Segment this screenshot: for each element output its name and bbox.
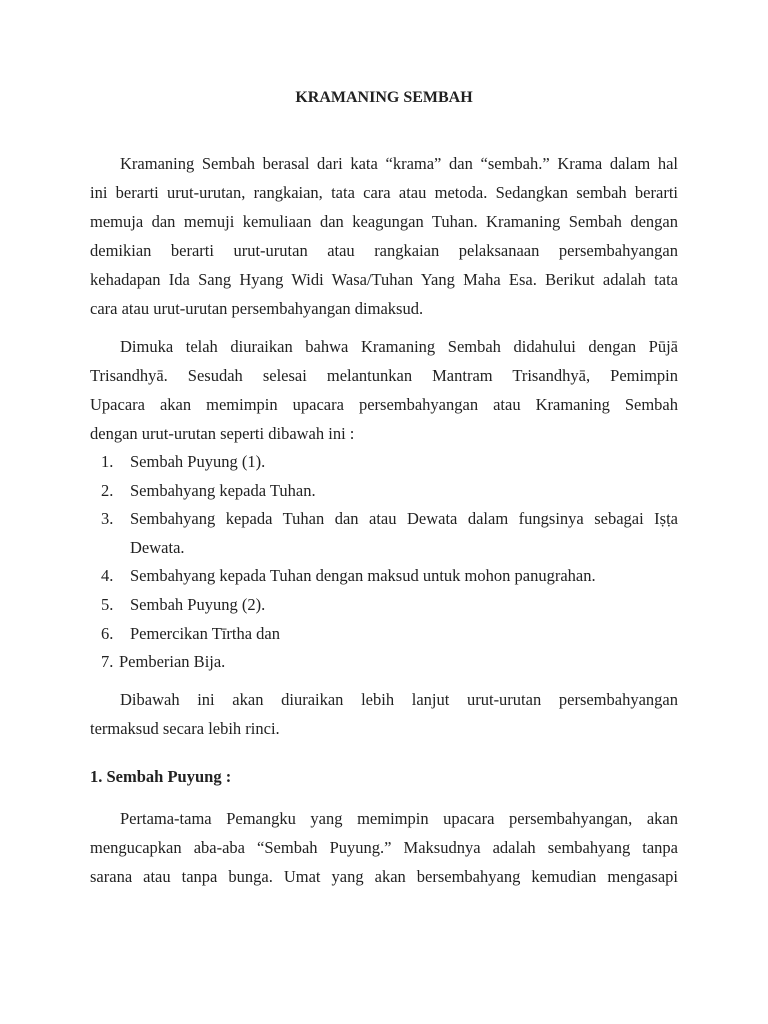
list-number: 1. — [101, 452, 114, 471]
text-line: termaksud secara lebih rinci. — [90, 719, 280, 738]
list-item-continuation — [90, 534, 678, 563]
list-text: Sembahyang kepada Tuhan dengan maksud untuk mohon panugrahan. — [130, 566, 596, 586]
list-number: 2. — [101, 480, 114, 500]
list-item — [90, 591, 678, 620]
list-number: 6. — [101, 623, 114, 643]
section-heading: 1. Sembah Puyung : — [90, 767, 232, 786]
text-line: ini berarti urut-urutan, rangkaian, tata cara atau metoda. Sedangkan sembah berarti — [90, 183, 678, 202]
text-line: memuja dan memuji kemuliaan dan keagungan Tuhan. Kramaning Sembah dengan — [90, 212, 678, 231]
list-text: Pemercikan Tīrtha dan — [130, 623, 280, 643]
list-text: Pemberian Bija. — [119, 652, 226, 672]
paragraph-sembah-puyung — [90, 804, 678, 891]
text-line: Trisandhyā. Sesudah selesai melantunkan Mantram Trisandhyā, Pemimpin — [90, 366, 678, 385]
document-title: KRAMANING SEMBAH — [295, 89, 473, 106]
list-number: 5. — [101, 594, 114, 614]
paragraph-details — [90, 685, 678, 743]
text-line: Upacara akan memimpin upacara persembahyangan atau Kramaning Sembah — [90, 395, 678, 414]
list-text: Sembah Puyung (1). — [130, 452, 266, 471]
paragraph-order — [90, 332, 678, 448]
text-line: Dimuka telah diuraikan bahwa Kramaning Sembah didahului dengan Pūjā — [120, 337, 678, 356]
text-line: cara atau urut-urutan persembahyangan dimaksud. — [90, 299, 424, 318]
list-item — [90, 477, 678, 506]
text-line: kehadapan Ida Sang Hyang Widi Wasa/Tuhan Yang Maha Esa. Berikut adalah tata — [90, 270, 678, 289]
list-item — [90, 448, 678, 477]
text-line: demikian berarti urut-urutan atau rangkaian pelaksanaan persembahyangan — [90, 241, 678, 260]
list-item — [90, 620, 678, 649]
list-number: 7. — [101, 652, 114, 672]
text-line: sarana atau tanpa bunga. Umat yang akan bersembahyang kemudian mengasapi — [90, 867, 678, 886]
list-text: Sembahyang kepada Tuhan dan atau Dewata dalam fungsinya sebagai Iṣṭa — [130, 509, 678, 529]
text-line: dengan urut-urutan seperti dibawah ini : — [90, 424, 355, 443]
ordered-list — [90, 448, 678, 677]
text-line: Dibawah ini akan diuraikan lebih lanjut urut-urutan persembahyangan — [120, 690, 678, 709]
list-number: 3. — [101, 509, 114, 529]
list-number: 4. — [101, 566, 114, 586]
text-line: mengucapkan aba-aba “Sembah Puyung.” Maksudnya adalah sembahyang tanpa — [90, 838, 678, 857]
list-text: Dewata. — [130, 537, 185, 557]
list-text: Sembahyang kepada Tuhan. — [130, 480, 316, 500]
list-text: Sembah Puyung (2). — [130, 594, 266, 614]
text-line: Pertama-tama Pemangku yang memimpin upacara persembahyangan, akan — [120, 809, 678, 828]
list-item — [90, 648, 678, 677]
text-line: Kramaning Sembah berasal dari kata “krama” dan “sembah.” Krama dalam hal — [120, 154, 678, 173]
list-item — [90, 562, 678, 591]
list-item — [90, 505, 678, 534]
paragraph-intro — [90, 149, 678, 323]
